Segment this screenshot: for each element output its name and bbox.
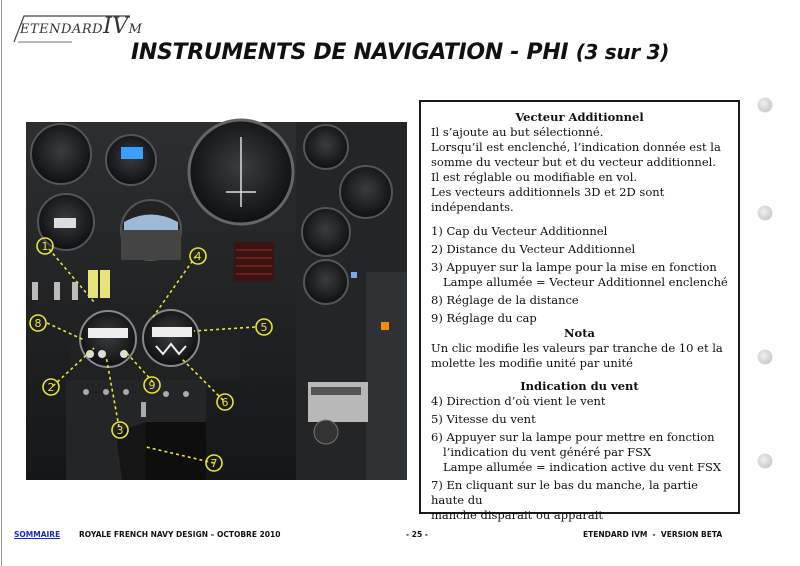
note-line: molette les modifie unité par unité <box>431 356 633 370</box>
callout-8-label: 8 <box>34 317 42 330</box>
wind-item: 7) En cliquant sur le bas du manche, la partie haute du <box>431 478 698 507</box>
wind-item: 6) Appuyer sur la lampe pour mettre en fonction <box>431 430 715 444</box>
page-number: - 25 - <box>406 530 428 539</box>
panel-item: 2) Distance du Vecteur Additionnel <box>431 242 636 256</box>
page-title <box>0 40 800 65</box>
page-edge-line <box>1 0 2 566</box>
footer-right-text: ETENDARD IVM - VERSION BETA <box>583 530 723 539</box>
wind-item-detail: Lampe allumée = indication active du vent FSX <box>443 460 722 474</box>
wind-item: 4) Direction d’où vient le vent <box>431 394 606 408</box>
logo-text-suffix: M <box>128 22 143 37</box>
panel-intro-line: Lorsqu’il est enclenché, l’indication donnée est la <box>431 140 721 154</box>
callout-1-label: 1 <box>41 240 49 253</box>
wind-item: 5) Vitesse du vent <box>431 412 536 426</box>
callout-9-label: 9 <box>148 379 156 392</box>
panel-intro-line: Les vecteurs additionnels 3D et 2D sont indépendants. <box>431 185 665 214</box>
cockpit-illustration <box>26 122 407 480</box>
explanation-panel <box>419 100 740 522</box>
callout-3-label: 3 <box>116 424 124 437</box>
panel-item: 8) Réglage de la distance <box>431 293 579 307</box>
panel-intro-line: somme du vecteur but et du vecteur additionnel. <box>431 155 716 169</box>
panel-item: 3) Appuyer sur la lampe pour la mise en fonction <box>431 260 717 274</box>
panel-item: 1) Cap du Vecteur Additionnel <box>431 224 608 238</box>
panel-heading: Vecteur Additionnel <box>515 110 644 124</box>
logo-text-big: IV <box>103 14 129 39</box>
logo-text-small: ETENDARD <box>20 22 104 37</box>
note-line: Un clic modifie les valeurs par tranche de 10 et la <box>431 341 723 355</box>
page-title-main: INSTRUMENTS DE NAVIGATION - PHI <box>130 40 569 65</box>
wind-heading: Indication du vent <box>520 379 639 393</box>
panel-item: 9) Réglage du cap <box>431 311 537 325</box>
panel-item-detail: Lampe allumée = Vecteur Additionnel enclenché <box>443 275 728 289</box>
callout-6-label: 6 <box>221 396 229 409</box>
binder-ring-icon <box>758 98 772 112</box>
page-title-part: (3 sur 3) <box>575 40 670 64</box>
binder-ring-icon <box>758 454 772 468</box>
cockpit-screenshot <box>26 122 407 480</box>
wind-item: manche disparait ou apparait <box>431 508 604 522</box>
callout-2-label: 2 <box>47 381 55 394</box>
wind-item-detail: l’indication du vent généré par FSX <box>443 445 652 459</box>
panel-intro-line: Il s’ajoute au but sélectionné. <box>431 125 604 139</box>
panel-intro-line: Il est réglable ou modifiable en vol. <box>431 170 638 184</box>
logo-text <box>20 14 142 39</box>
footer-left-text: ROYALE FRENCH NAVY DESIGN – OCTOBRE 2010 <box>79 530 281 539</box>
callout-7-label: 7 <box>210 457 218 470</box>
note-heading: Nota <box>564 326 595 340</box>
binder-ring-icon <box>758 350 772 364</box>
callout-5-label: 5 <box>260 321 268 334</box>
binder-ring-icon <box>758 206 772 220</box>
sommaire-link[interactable]: SOMMAIRE <box>14 530 61 539</box>
callout-4-label: 4 <box>194 250 202 263</box>
